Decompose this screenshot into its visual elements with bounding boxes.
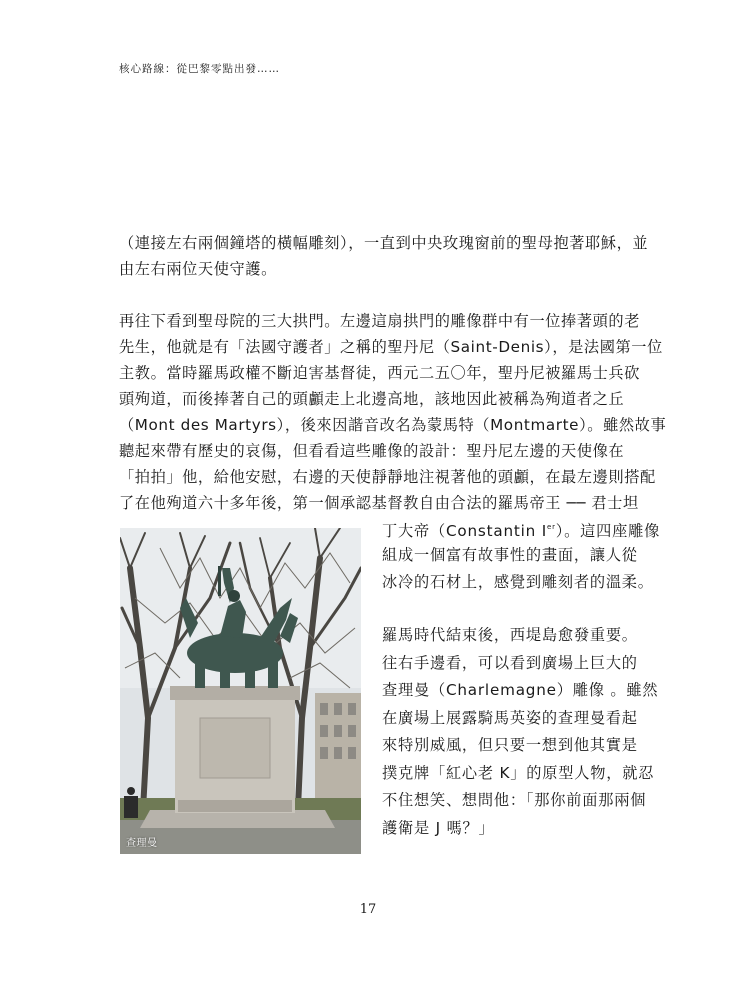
paragraph-3 xyxy=(382,622,658,842)
text-line: 在廣場上展露騎馬英姿的查理曼看起 xyxy=(382,708,638,727)
page-number: 17 xyxy=(359,902,377,917)
text-line: （Mont des Martyrs），後來因諧音改名為蒙馬特（Montmarte）。雖然故事 xyxy=(119,416,667,434)
running-head: 核心路線：從巴黎零點出發…… xyxy=(119,63,280,75)
text-line: 查理曼（Charlemagne）雕像 。雖然 xyxy=(382,681,659,699)
text-line: 聽起來帶有歷史的哀傷，但看看這些雕像的設計：聖丹尼左邊的天使像在 xyxy=(119,442,625,460)
text-line: 了在他殉道六十多年後，第一個承認基督教自由合法的羅馬帝王 ── 君士坦 xyxy=(119,494,639,512)
charlemagne-statue-photo xyxy=(120,528,361,854)
text-line: 往右手邊看，可以看到廣場上巨大的 xyxy=(382,653,638,672)
photo-caption: 查理曼 xyxy=(126,838,158,849)
text-fragment: 丁大帝（Constantin I xyxy=(382,522,547,540)
text-line: 再往下看到聖母院的三大拱門。左邊這扇拱門的雕像群中有一位捧著頭的老 xyxy=(119,312,640,330)
text-line: 不住想笑、想問他：「那你前面那兩個 xyxy=(382,791,647,809)
text-line: 來特別威風，但只要一想到他其實是 xyxy=(382,736,638,754)
text-line: 羅馬時代結束後，西堤島愈發重要。 xyxy=(382,626,638,644)
text-line: 「拍拍」他，給他安慰，右邊的天使靜靜地注視著他的頭顱，在最左邊則搭配 xyxy=(119,468,656,486)
text-fragment: ）。這四座雕像 xyxy=(555,522,661,540)
text-line: 由左右兩位天使守護。 xyxy=(119,260,277,278)
paragraph-1 xyxy=(119,230,648,282)
paragraph-2 xyxy=(119,308,666,516)
text-line: 組成一個富有故事性的畫面，讓人從 xyxy=(382,545,638,564)
text-line xyxy=(382,514,660,542)
text-line: （連接左右兩個鐘塔的橫幅雕刻），一直到中央玫瑰窗前的聖母抱著耶穌，並 xyxy=(119,234,649,252)
superscript: er xyxy=(546,523,556,531)
text-line: 主教。當時羅馬政權不斷迫害基督徒，西元二五〇年，聖丹尼被羅馬士兵砍 xyxy=(119,364,640,382)
text-line: 先生，他就是有「法國守護者」之稱的聖丹尼（Saint-Denis），是法國第一位 xyxy=(119,338,663,356)
text-line: 冰冷的石材上，感覺到雕刻者的溫柔。 xyxy=(382,573,654,591)
text-line: 撲克牌「紅心老 K」的原型人物，就忍 xyxy=(382,763,655,782)
statue-illustration xyxy=(120,528,361,854)
text-line: 護衛是 J 嗎？」 xyxy=(382,818,495,837)
text-line: 頭殉道，而後捧著自己的頭顱走上北邊高地，該地因此被稱為殉道者之丘 xyxy=(119,390,625,408)
paragraph-2-continued xyxy=(382,514,660,597)
